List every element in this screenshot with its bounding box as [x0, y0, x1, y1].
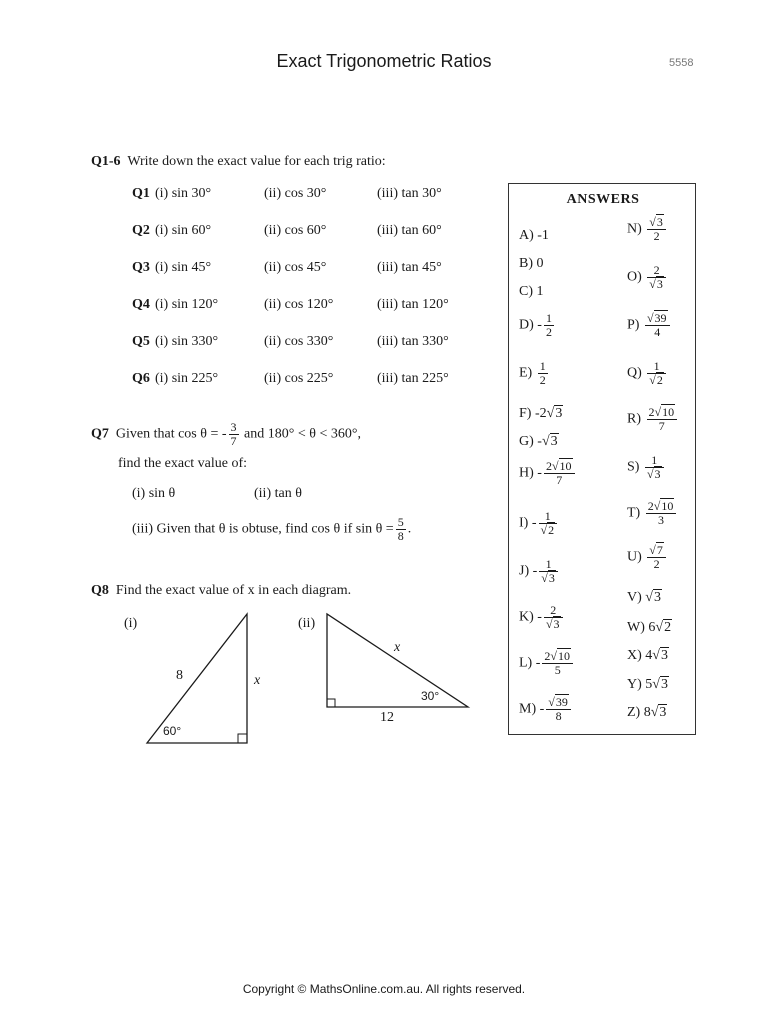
answer-w: W) 6√2 — [627, 620, 672, 635]
q1-6-heading — [91, 154, 386, 170]
diagram-ii-hyp: x — [394, 640, 401, 655]
answer-x: X) 4√3 — [627, 648, 668, 663]
diagram-ii-label: (ii) — [298, 616, 316, 631]
q-part-ii: (ii) cos 225° — [264, 371, 334, 386]
answer-y: Y) 5√3 — [627, 677, 668, 692]
answer-f: F) -2√3 — [519, 406, 563, 421]
answer-s: S) $\frac{1}{√3}$ — [627, 454, 666, 481]
q-part-ii: (ii) cos 330° — [264, 334, 334, 349]
answer-g: G) -√3 — [519, 434, 558, 449]
answers-box — [508, 183, 696, 735]
diagram-i-side: x — [254, 673, 261, 688]
answer-n: N) $\frac{√3}{2}$ — [627, 216, 668, 243]
q-part-ii: (ii) cos 120° — [264, 297, 334, 312]
q7-part-iii-fraction: $\frac{5}{8}$ — [397, 515, 404, 543]
answer-p: P) $\frac{√39}{4}$ — [627, 312, 672, 339]
q-part-i: (i) sin 60° — [155, 223, 212, 238]
answer-m: M) - $\frac{√39}{8}$ — [519, 696, 573, 723]
q-label: Q2 — [132, 223, 150, 238]
q-part-i: (i) sin 120° — [155, 297, 219, 312]
q-label: Q1 — [132, 186, 150, 201]
q-part-i: (i) sin 45° — [155, 260, 212, 275]
triangle-diagram-i — [140, 608, 260, 750]
answer-k: K) - $\frac{2}{√3}$ — [519, 604, 565, 631]
q-part-iii: (iii) tan 330° — [377, 334, 449, 349]
copyright-footer: Copyright © MathsOnline.com.au. All rights reserved. — [242, 982, 526, 996]
answer-z: Z) 8√3 — [627, 705, 667, 720]
q7-statement — [91, 421, 361, 448]
q-part-i: (i) sin 330° — [155, 334, 219, 349]
q7-label: Q7 — [91, 426, 109, 442]
answer-d: D) - $\frac{1}{2}$ — [519, 311, 552, 339]
q-part-i: (i) sin 225° — [155, 371, 219, 386]
answer-q: Q) $\frac{1}{√2}$ — [627, 360, 668, 387]
answer-r: R) $\frac{2√10}{7}$ — [627, 406, 679, 433]
q-label: Q4 — [132, 297, 150, 312]
diagram-i-label: (i) — [124, 616, 138, 631]
q-part-ii: (ii) cos 45° — [264, 260, 327, 275]
q8-heading — [91, 583, 351, 599]
q1-6-label: Q1-6 — [91, 154, 121, 169]
diagram-i-angle: 60° — [163, 724, 182, 738]
q7-given-pre: Given that cos θ = - — [115, 426, 227, 442]
q-part-iii: (iii) tan 120° — [377, 297, 449, 312]
q-part-ii: (ii) cos 30° — [264, 186, 327, 201]
q-part-iii: (iii) tan 60° — [377, 223, 442, 238]
answer-v: V) √3 — [627, 590, 661, 605]
q-part-iii: (iii) tan 45° — [377, 260, 442, 275]
right-angle-marker-ii — [327, 699, 335, 707]
answer-b: B) 0 — [519, 256, 544, 271]
q8-label: Q8 — [91, 583, 109, 598]
answer-l: L) - $\frac{2√10}{5}$ — [519, 650, 575, 677]
q-label: Q3 — [132, 260, 150, 275]
answer-o: O) $\frac{2}{√3}$ — [627, 264, 668, 291]
q1-6-instruction: Write down the exact value for each trig ratio: — [127, 154, 386, 169]
q7-part-i: (i) sin θ — [132, 486, 176, 501]
diagram-ii-base: 12 — [380, 710, 394, 725]
worksheet-code: 5558 — [669, 57, 694, 69]
answer-h: H) - $\frac{2√10}{7}$ — [519, 460, 577, 487]
page-title: Exact Trigonometric Ratios — [276, 51, 492, 71]
answer-j: J) - $\frac{1}{√3}$ — [519, 558, 560, 585]
q-part-iii: (iii) tan 225° — [377, 371, 449, 386]
q-label: Q6 — [132, 371, 150, 386]
diagram-ii-angle: 30° — [421, 689, 440, 703]
answer-t: T) $\frac{2√10}{3}$ — [627, 500, 678, 527]
q7-part-iii: (iii) Given that θ is obtuse, find cos θ if sin θ = $\frac{5}{8}$ . — [132, 515, 412, 543]
q-part-ii: (ii) cos 60° — [264, 223, 327, 238]
triangle-ii-shape — [327, 614, 468, 707]
answer-i: I) - $\frac{1}{√2}$ — [519, 510, 559, 537]
q8-instruction: Find the exact value of x in each diagram. — [115, 583, 352, 598]
answers-title: ANSWERS — [566, 192, 640, 207]
q7-part-ii: (ii) tan θ — [254, 486, 302, 501]
q-part-iii: (iii) tan 30° — [377, 186, 442, 201]
q7-find: find the exact value of: — [118, 456, 248, 471]
q-part-i: (i) sin 30° — [155, 186, 212, 201]
answer-e: E) $\frac{1}{2}$ — [519, 359, 546, 387]
diagram-i-hyp: 8 — [176, 668, 183, 683]
answer-a: A) -1 — [519, 228, 549, 243]
triangle-diagram-ii — [320, 606, 475, 716]
answer-c: C) 1 — [519, 284, 544, 299]
triangle-i-shape — [147, 614, 247, 743]
q-label: Q5 — [132, 334, 150, 349]
right-angle-marker-i — [238, 734, 247, 743]
q7-given-post: and 180° < θ < 360°, — [244, 426, 361, 442]
answer-u: U) $\frac{√7}{2}$ — [627, 544, 668, 571]
q7-fraction: $\frac{3}{7}$ — [230, 420, 237, 448]
